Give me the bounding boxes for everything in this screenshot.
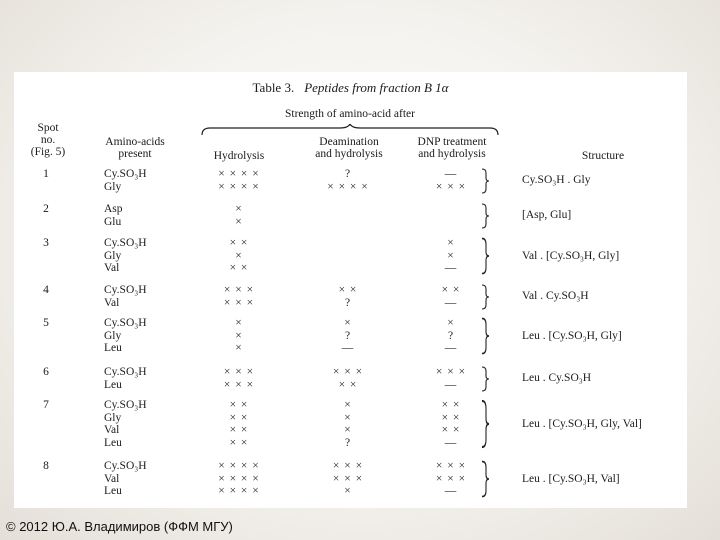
hydrolysis-cell: × × × × × × × ×: [218, 168, 260, 193]
spot-number: 7: [43, 399, 49, 411]
row-brace: [480, 460, 490, 498]
span-header-brace: [200, 124, 500, 136]
amino-acids-cell: Cy.SO₃H Val Leu: [104, 460, 147, 497]
dnp-cell: × ? —: [444, 317, 458, 354]
amino-acids-cell: Asp Glu: [104, 203, 123, 228]
copyright-caption: © 2012 Ю.А. Владимиров (ФФМ МГУ): [6, 519, 233, 534]
hydrolysis-cell: × × × × × × × × × × × ×: [218, 460, 260, 497]
hydrolysis-cell: × × × × × × × ×: [229, 399, 249, 449]
row-brace: [480, 399, 490, 449]
row-brace: [480, 237, 490, 275]
deamination-cell: ? × × × ×: [327, 168, 369, 193]
header-amino-acids: Amino-acids present: [105, 136, 165, 160]
dnp-cell: × × × × × × —: [441, 399, 461, 449]
span-header: Strength of amino-acid after: [285, 108, 415, 120]
amino-acids-cell: Cy.SO₃H Val: [104, 284, 147, 309]
spot-number: 6: [43, 366, 49, 378]
hydrolysis-cell: × × × × ×: [229, 237, 249, 274]
dnp-cell: × × —: [441, 284, 461, 309]
row-brace: [480, 168, 490, 194]
amino-acids-cell: Cy.SO₃H Gly Val: [104, 237, 147, 274]
row-brace: [480, 317, 490, 355]
dnp-cell: — × × ×: [435, 168, 467, 193]
structure-cell: Val . Cy.SO₃H: [522, 290, 589, 302]
structure-cell: Leu . Cy.SO₃H: [522, 372, 592, 384]
spot-number: 3: [43, 237, 49, 249]
spot-number: 2: [43, 203, 49, 215]
deamination-cell: × × × × × × ×: [332, 460, 364, 497]
structure-cell: Cy.SO₃H . Gly: [522, 174, 591, 186]
structure-cell: Leu . [Cy.SO₃H, Gly]: [522, 330, 622, 342]
table-number: Table 3.: [252, 80, 295, 95]
row-brace: [480, 284, 490, 310]
spot-number: 8: [43, 460, 49, 472]
hydrolysis-cell: × × × × × ×: [223, 366, 255, 391]
header-structure: Structure: [581, 150, 625, 162]
deamination-cell: × × ?: [338, 284, 358, 309]
amino-acids-cell: Cy.SO₃H Gly Val Leu: [104, 399, 147, 449]
table-title: [14, 80, 687, 96]
spot-number: 1: [43, 168, 49, 180]
amino-acids-cell: Cy.SO₃H Gly Leu: [104, 317, 147, 354]
dnp-cell: × × × —: [435, 366, 467, 391]
dnp-cell: × × × × × × —: [435, 460, 467, 497]
deamination-cell: × ? —: [341, 317, 355, 354]
structure-cell: [Asp, Glu]: [522, 209, 572, 221]
amino-acids-cell: Cy.SO₃H Leu: [104, 366, 147, 391]
deamination-cell: × × × × ×: [332, 366, 364, 391]
scanned-table-image: [14, 72, 687, 508]
hydrolysis-cell: × × ×: [235, 317, 243, 354]
header-hydrolysis: Hydrolysis: [213, 150, 265, 162]
dnp-cell: × × —: [444, 237, 458, 274]
header-deamination: Deamination and hydrolysis: [315, 136, 383, 160]
structure-cell: Val . [Cy.SO₃H, Gly]: [522, 250, 620, 262]
hydrolysis-cell: × × × × × ×: [223, 284, 255, 309]
structure-cell: Leu . [Cy.SO₃H, Val]: [522, 473, 620, 485]
header-dnp: DNP treatment and hydrolysis: [417, 136, 487, 160]
spot-number: 5: [43, 317, 49, 329]
row-brace: [480, 203, 490, 229]
row-brace: [480, 366, 490, 392]
hydrolysis-cell: × ×: [235, 203, 243, 228]
spot-number: 4: [43, 284, 49, 296]
structure-cell: Leu . [Cy.SO₃H, Gly, Val]: [522, 418, 642, 430]
header-spot: Spot no. (Fig. 5): [30, 122, 66, 158]
amino-acids-cell: Cy.SO₃H Gly: [104, 168, 147, 193]
table-title-text: Peptides from fraction B 1α: [304, 80, 449, 95]
deamination-cell: × × × ?: [344, 399, 352, 449]
